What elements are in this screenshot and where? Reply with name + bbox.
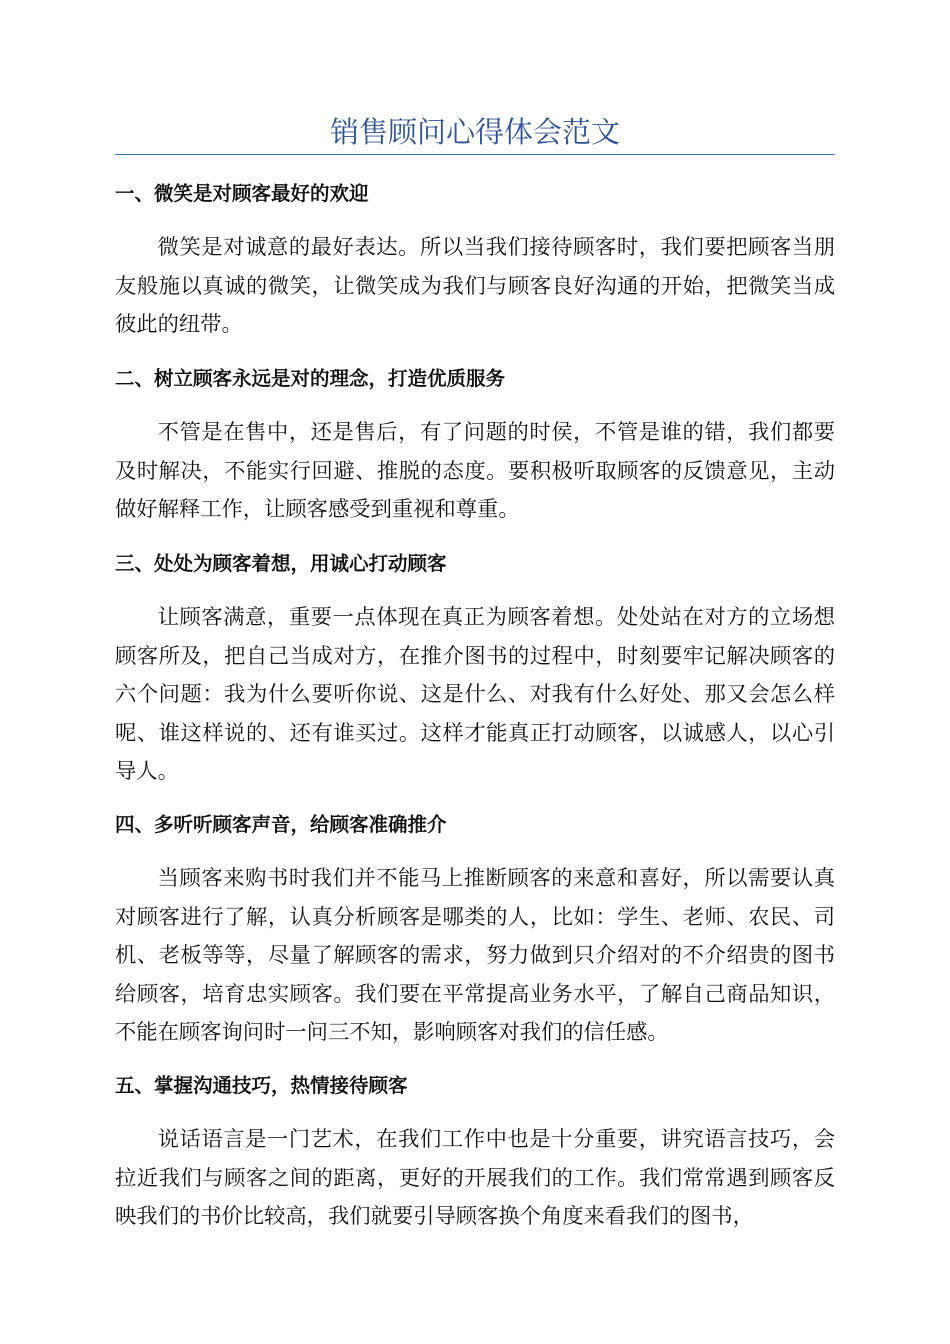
section-body-1: 微笑是对诚意的最好表达。所以当我们接待顾客时，我们要把顾客当朋友般施以真诚的微笑，让微笑成为我们与顾客良好沟通的开始，把微笑当成彼此的纽带。 bbox=[115, 235, 835, 337]
section-heading-5: 五、掌握沟通技巧，热情接待顾客 bbox=[115, 1074, 408, 1097]
section-body-2: 不管是在售中，还是售后，有了问题的时侯，不管是谁的错，我们都要及时解决，不能实行回避、推脱的态度。要积极听取顾客的反馈意见，主动做好解释工作，让顾客感受到重视和尊重。 bbox=[115, 420, 835, 522]
title-underline bbox=[115, 154, 835, 155]
section-heading-3: 三、处处为顾客着想，用诚心打动顾客 bbox=[115, 552, 447, 575]
section-body-3: 让顾客满意，重要一点体现在真正为顾客着想。处处站在对方的立场想顾客所及，把自己当成对方，在推介图书的过程中，时刻要牢记解决顾客的六个问题：我为什么要听你说、这是什么、对我有什么好处、那又会怎么样呢、谁这样说的、还有谁买过。这样才能真正打动顾客，以诚感人，以心引导人。 bbox=[115, 605, 835, 784]
section-heading-4: 四、多听听顾客声音，给顾客准确推介 bbox=[115, 813, 447, 836]
section-heading-2: 二、树立顾客永远是对的理念，打造优质服务 bbox=[115, 367, 506, 390]
section-body-4: 当顾客来购书时我们并不能马上推断顾客的来意和喜好，所以需要认真对顾客进行了解，认真分析顾客是哪类的人，比如：学生、老师、农民、司机、老板等等，尽量了解顾客的需求，努力做到只介绍对的不介绍贵的图书给顾客，培育忠实顾客。我们要在平常提高业务水平，了解自己商品知识，不能在顾客询问时一问三不知，影响顾客对我们的信任感。 bbox=[115, 866, 835, 1045]
section-body-5: 说话语言是一门艺术，在我们工作中也是十分重要，讲究语言技巧，会拉近我们与顾客之间的距离，更好的开展我们的工作。我们常常遇到顾客反映我们的书价比较高，我们就要引导顾客换个角度来看我们的图书， bbox=[115, 1127, 835, 1229]
section-heading-1: 一、微笑是对顾客最好的欢迎 bbox=[115, 182, 369, 205]
document-title: 销售顾问心得体会范文 bbox=[329, 115, 620, 149]
